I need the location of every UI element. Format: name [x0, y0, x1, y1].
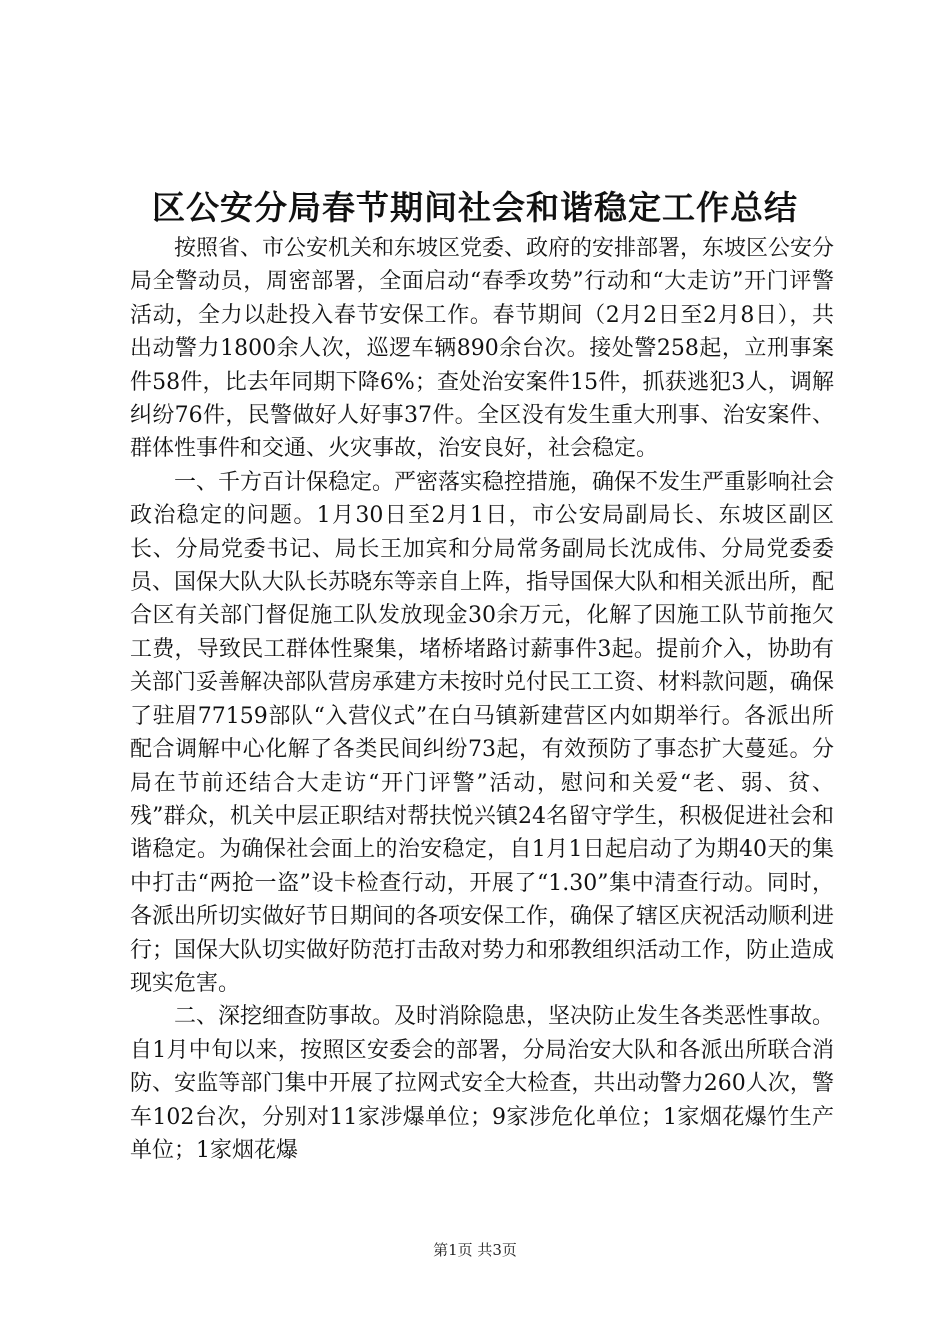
paragraph-intro: 按照省、市公安机关和东坡区党委、政府的安排部署，东坡区公安分局全警动员，周密部署，全面启动“春季攻势”行动和“大走访”开门评警活动，全力以赴投入春节安保工作。春节期间（2月2日至2月8日），共出动警力1800余人次，巡逻车辆890余台次。接处警258起，立刑事案件58件，比去年同期下降6%；查处治安案件15件，抓获逃犯3人，调解纠纷76件，民警做好人好事37件。全区没有发生重大刑事、治安案件、群体性事件和交通、火灾事故，治安良好，社会稳定。 — [130, 236, 835, 462]
page-number-footer: 第1页 共3页 — [433, 1241, 517, 1259]
paragraph-section-two: 二、深挖细查防事故。及时消除隐患，坚决防止发生各类恶性事故。自1月中旬以来，按照区安委会的部署，分局治安大队和各派出所联合消防、安监等部门集中开展了拉网式安全大检查，共出动警力260人次，警车102台次，分别对11家涉爆单位；9家涉危化单位；1家烟花爆竹生产单位；1家烟花爆 — [130, 1004, 835, 1163]
document-body — [130, 232, 834, 1167]
paragraph-section-one: 一、千方百计保稳定。严密落实稳控措施，确保不发生严重影响社会政治稳定的问题。1月30日至2月1日，市公安局副局长、东坡区副区长、分局党委书记、局长王加宾和分局常务副局长沈成伟、分局党委委员、国保大队大队长苏晓东等亲自上阵，指导国保大队和相关派出所，配合区有关部门督促施工队发放现金30余万元，化解了因施工队节前拖欠工费，导致民工群体性聚集，堵桥堵路讨薪事件3起。提前介入，协助有关部门妥善解决部队营房承建方未按时兑付民工工资、材料款问题，确保了驻眉77159部队“入营仪式”在白马镇新建营区内如期举行。各派出所配合调解中心化解了各类民间纠纷73起，有效预防了事态扩大蔓延。分局在节前还结合大走访“开门评警”活动，慰问和关爱“老、弱、贫、残”群众，机关中层正职结对帮扶悦兴镇24名留守学生，积极促进社会和谐稳定。为确保社会面上的治安稳定，自1月1日起启动了为期40天的集中打击“两抢一盗”设卡检查行动，开展了“1.30”集中清查行动。同时，各派出所切实做好节日期间的各项安保工作，确保了辖区庆祝活动顺利进行；国保大队切实做好防范打击敌对势力和邪教组织活动工作，防止造成现实危害。 — [130, 469, 835, 996]
document-title: 区公安分局春节期间社会和谐稳定工作总结 — [152, 188, 798, 227]
